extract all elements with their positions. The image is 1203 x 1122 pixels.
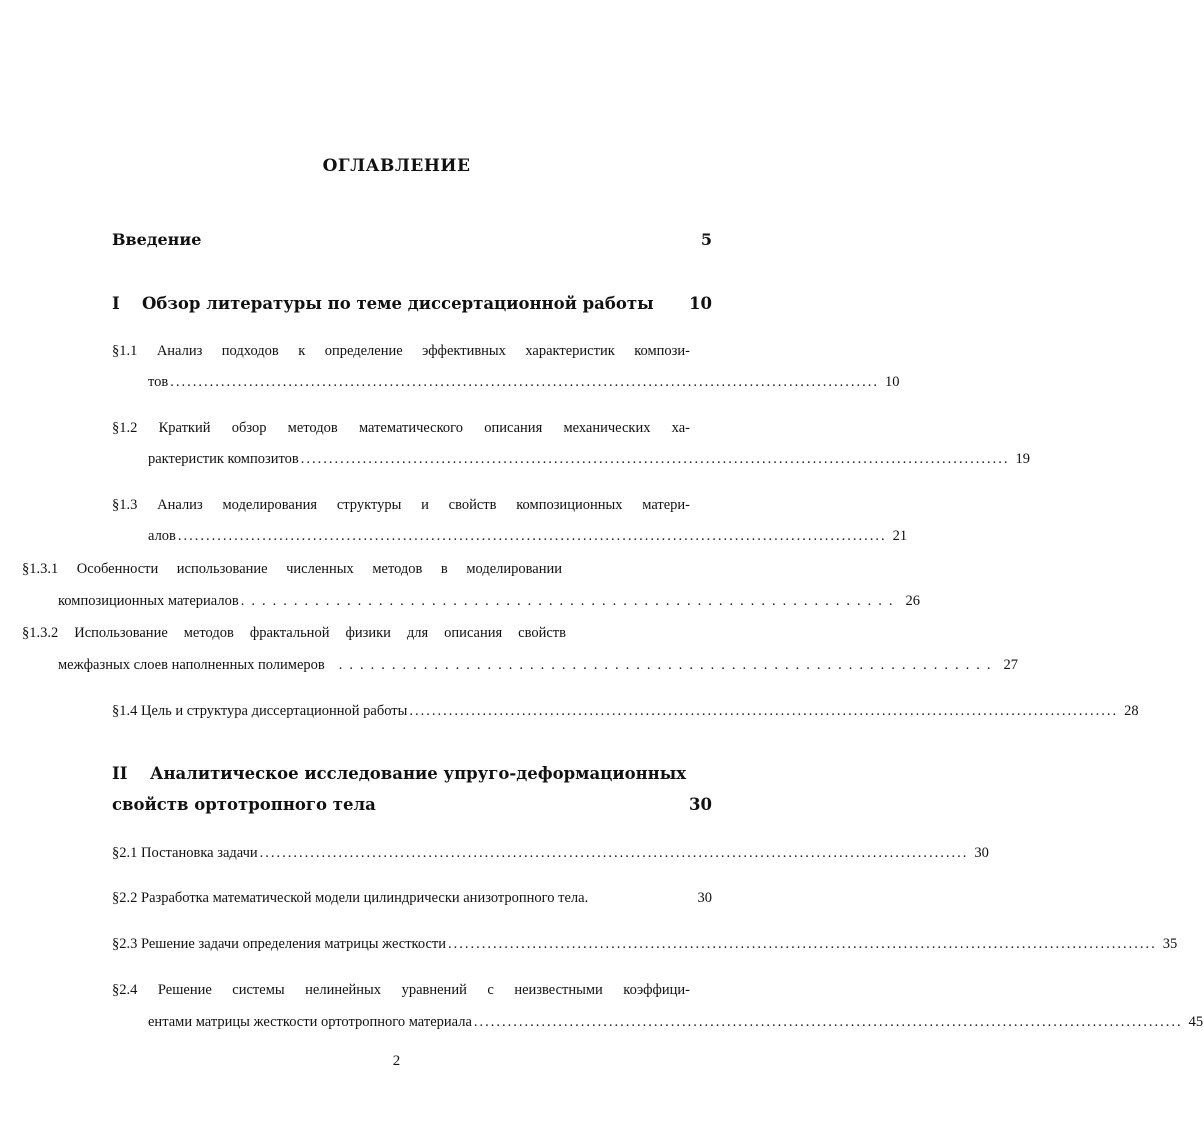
chapter-1-label: Обзор литературы по теме диссертационной работы xyxy=(142,294,654,313)
section-2-1-page: 30 xyxy=(974,845,989,861)
section-1-4-page: 28 xyxy=(1124,703,1139,719)
leader-dots: .............................................................. xyxy=(338,657,998,673)
section-2-3-page: 35 xyxy=(1162,936,1178,952)
leader-dots: .............................................................. xyxy=(240,593,900,609)
section-2-4-line1: §2.4 Решение системы нелинейных уравнений с неизвестными коэффици- xyxy=(112,982,690,998)
chapter-1-page: 10 xyxy=(689,294,712,313)
intro-label: Введение xyxy=(112,230,202,249)
subsection-1-3-1-line1: §1.3.1 Особенности использование численных методов в моделировании xyxy=(22,561,563,577)
chapter-2-line1: Аналитическое исследование упруго-деформационных xyxy=(150,764,687,783)
leader-dots: .............................................................................................................................. xyxy=(259,845,969,861)
subsection-1-3-2-line1: §1.3.2 Использование методов фрактальной физики для описания свойств xyxy=(22,625,566,641)
section-1-2-line2: рактеристик композитов xyxy=(148,451,299,467)
leader-dots: .............................................................................................................................. xyxy=(448,936,1157,952)
section-1-4-text: §1.4 Цель и структура диссертационной работы xyxy=(112,703,408,719)
subsection-1-3-2-line2: межфазных слоев наполненных полимеров xyxy=(58,657,325,673)
section-2-3-text: §2.3 Решение задачи определения матрицы жесткости xyxy=(112,936,447,952)
section-2-4-page: 45 xyxy=(1188,1014,1203,1030)
subsection-1-3-1-line2: композиционных материалов xyxy=(58,593,239,609)
chapter-2-line2: свойств ортотропного тела xyxy=(112,795,376,814)
chapter-2-page: 30 xyxy=(689,795,712,814)
section-1-2-line1: §1.2 Краткий обзор методов математического описания механических ха- xyxy=(112,420,691,436)
leader-dots: .............................................................................................................................. xyxy=(170,374,879,390)
section-1-3-page: 21 xyxy=(892,528,908,544)
toc-entry-chapter-2[interactable] xyxy=(112,764,690,784)
section-1-2-page: 19 xyxy=(1015,451,1030,467)
toc-entry-chapter-1[interactable] xyxy=(112,294,712,314)
section-1-3-line1: §1.3 Анализ моделирования структуры и свойств композиционных матери- xyxy=(112,497,691,513)
section-2-1-text: §2.1 Постановка задачи xyxy=(112,845,258,861)
chapter-2-number: II xyxy=(112,764,128,783)
toc-entry-chapter-2-cont[interactable] xyxy=(112,795,712,815)
chapter-1-number: I xyxy=(112,294,120,313)
toc-title: ОГЛАВЛЕНИЕ xyxy=(322,156,471,176)
page-number: 2 xyxy=(392,1053,401,1069)
section-1-3-line2: алов xyxy=(148,528,176,544)
intro-page: 5 xyxy=(700,230,712,249)
subsection-1-3-2-page: 27 xyxy=(1003,657,1018,673)
subsection-1-3-1-page: 26 xyxy=(905,593,920,609)
section-1-1-line1: §1.1 Анализ подходов к определение эффективных характеристик компози- xyxy=(112,343,690,359)
section-1-1-line2: тов xyxy=(148,374,169,390)
section-2-4-line2: ентами матрицы жесткости ортотропного материала xyxy=(148,1014,472,1030)
leader-dots: .............................................................................................................................. xyxy=(177,528,887,544)
leader-dots: .............................................................................................................................. xyxy=(473,1014,1183,1030)
section-2-2-text: §2.2 Разработка математической модели цилиндрически анизотропного тела. xyxy=(112,890,589,906)
leader-dots: .............................................................................................................................. xyxy=(300,451,1010,467)
leader-dots: .............................................................................................................................. xyxy=(409,703,1119,719)
section-1-1-page: 10 xyxy=(885,374,900,390)
section-2-2-page: 30 xyxy=(697,890,712,906)
toc-entry-intro[interactable] xyxy=(112,230,712,250)
